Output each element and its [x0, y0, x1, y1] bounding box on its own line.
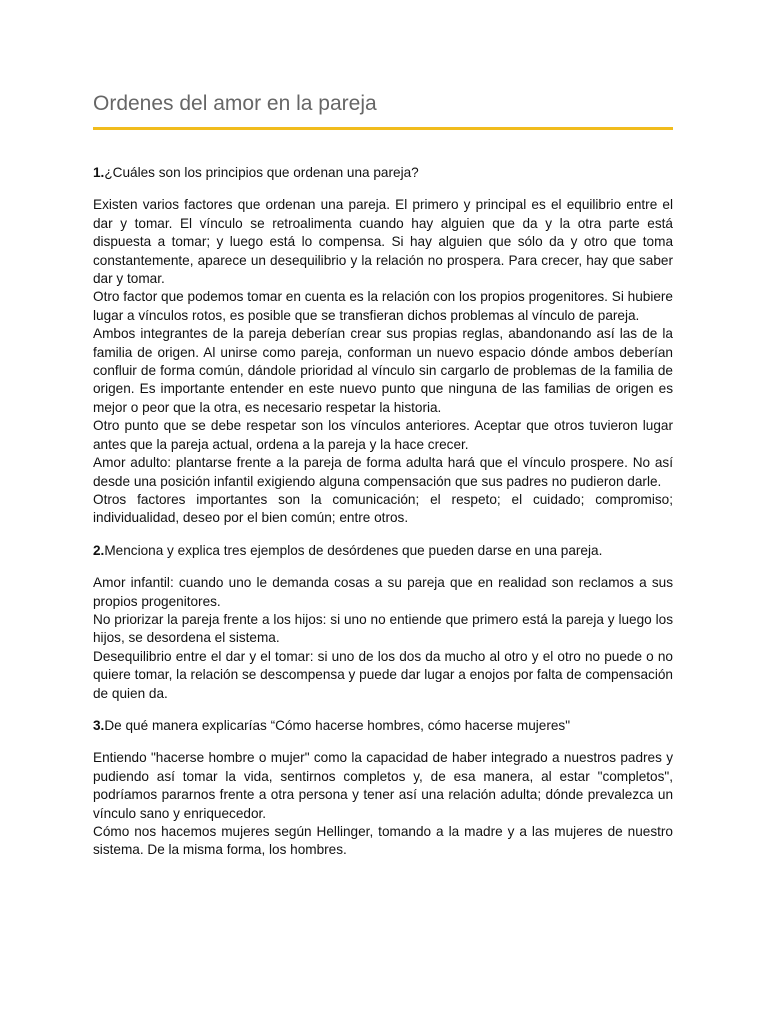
answer-3 [93, 749, 673, 859]
answer-paragraph: Cómo nos hacemos mujeres según Hellinger, tomando a la madre y a las mujeres de nuestro sistema. De la misma forma, los hombres. [93, 824, 673, 858]
answer-paragraph: Otro punto que se debe respetar son los vínculos anteriores. Aceptar que otros tuvieron lugar antes que la pareja actual, ordena a la pareja y la hace crecer. [93, 418, 673, 452]
question-text: Menciona y explica tres ejemplos de desórdenes que pueden darse en una pareja. [104, 542, 603, 558]
answer-paragraph: Ambos integrantes de la pareja deberían crear sus propias reglas, abandonando así las de la familia de origen. Al unirse como pareja, conforman un nuevo espacio dónde ambos deberían confluir de forma común, dándole prioridad al vínculo sin cargarlo de problemas de la familia de origen. Es importante entender en este nuevo punto que ninguna de las familias de origen es mejor o peor que la otra, es necesario respetar la historia. [93, 326, 673, 415]
answer-paragraph: Otro factor que podemos tomar en cuenta es la relación con los propios progenitores. Si hubiere lugar a vínculos rotos, es posible que se transfieran dichos problemas al vínculo de pareja. [93, 289, 673, 323]
answer-paragraph: Entiendo "hacerse hombre o mujer" como la capacidad de haber integrado a nuestros padres y pudiendo así tomar la vida, sentirnos completos y, de esa manera, al estar "completos", podríamos pararnos frente a otra persona y tener así una relación adulta; dónde prevalezca un vínculo sano y enriquecedor. [93, 750, 673, 821]
question-number: 3. [93, 717, 105, 733]
answer-paragraph: Otros factores importantes son la comunicación; el respeto; el cuidado; compromiso; individualidad, deseo por el bien común; entre otros. [93, 491, 673, 526]
answer-1 [93, 196, 673, 527]
answer-2 [93, 574, 673, 703]
answer-paragraph: Amor infantil: cuando uno le demanda cosas a su pareja que en realidad son reclamos a sus propios progenitores. [93, 575, 673, 609]
question-text: De qué manera explicarías “Cómo hacerse hombres, cómo hacerse mujeres" [104, 717, 571, 733]
question-number: 1. [93, 165, 105, 180]
title-underline [93, 127, 673, 130]
answer-paragraph: Desequilibrio entre el dar y el tomar: si uno de los dos da mucho al otro y el otro no puede o no quiere tomar, la relación se descompensa y puede dar lugar a enojos por falta de compensación de quien da. [93, 648, 673, 701]
question-1 [93, 164, 673, 182]
page-title: Ordenes del amor en la pareja [93, 92, 377, 115]
answer-paragraph: No priorizar la pareja frente a los hijos: si uno no entiende que primero está la pareja y luego los hijos, se desordena el sistema. [93, 611, 673, 646]
question-number: 2. [93, 542, 105, 558]
question-3 [93, 717, 673, 735]
question-text: ¿Cuáles son los principios que ordenan una pareja? [104, 165, 419, 180]
answer-paragraph: Existen varios factores que ordenan una pareja. El primero y principal es el equilibrio entre el dar y tomar. El vínculo se retroalimenta cuando hay alguien que da y la otra parte está dispuesta a tomar; y luego está lo compensa. Si hay alguien que sólo da y otro que toma constantemente, aparece un desequilibrio y la relación no prospera. Para crecer, hay que saber dar y tomar. [93, 197, 673, 287]
document-body [93, 164, 673, 874]
question-2 [93, 542, 673, 560]
answer-paragraph: Amor adulto: plantarse frente a la pareja de forma adulta hará que el vínculo prospere. No así desde una posición infantil exigiendo alguna compensación que sus padres no pudieron darle. [93, 455, 673, 489]
